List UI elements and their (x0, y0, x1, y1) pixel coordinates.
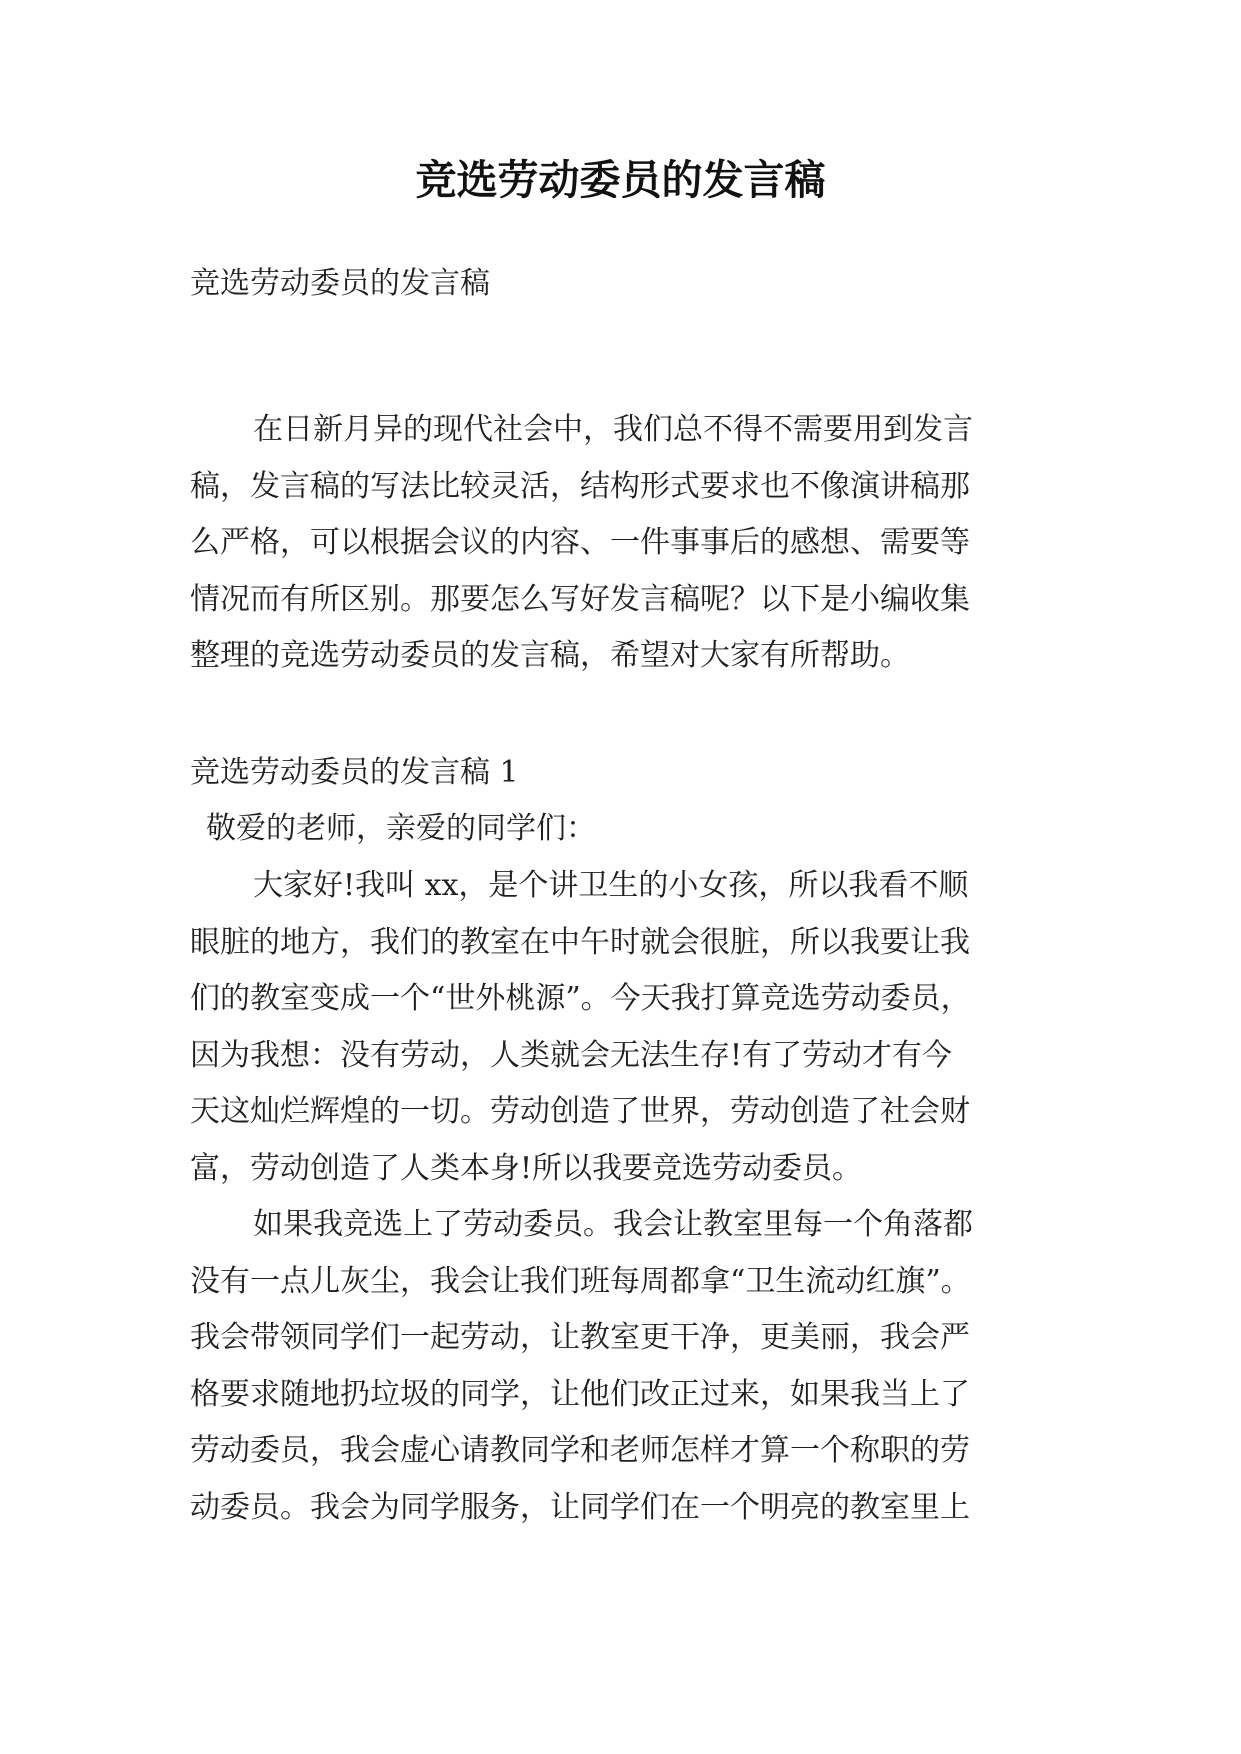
intro-paragraph (190, 402, 1050, 685)
subtitle-line: 竞选劳动委员的发言稿 (190, 266, 490, 301)
paragraph-line: 大家好!我叫 xx，是个讲卫生的小女孩，所以我看不顺 (253, 868, 969, 903)
document-subtitle (190, 256, 1050, 313)
document-title: 竞选劳动委员的发言稿 (415, 156, 826, 204)
intro-line: 整理的竞选劳动委员的发言稿，希望对大家有所帮助。 (190, 638, 910, 673)
salutation-text: 敬爱的老师，亲爱的同学们： (206, 811, 596, 846)
paragraph-line: 因为我想：没有劳动，人类就会无法生存!有了劳动才有今 (190, 1037, 953, 1073)
salutation (190, 801, 1050, 858)
intro-line: 么严格，可以根据会议的内容、一件事事后的感想、需要等 (190, 525, 970, 560)
paragraph-line: 劳动委员，我会虚心请教同学和老师怎样才算一个称职的劳 (190, 1433, 970, 1468)
paragraph-line: 如果我竞选上了劳动委员。我会让教室里每一个角落都 (253, 1207, 973, 1242)
paragraph-line: 没有一点儿灰尘，我会让我们班每周都拿“卫生流动红旗”。 (190, 1263, 971, 1299)
intro-line: 稿，发言稿的写法比较灵活，结构形式要求也不像演讲稿那 (190, 468, 970, 504)
paragraph-line: 动委员。我会为同学服务，让同学们在一个明亮的教室里上 (190, 1489, 970, 1525)
paragraph-1 (190, 858, 1050, 1197)
paragraph-line: 天这灿烂辉煌的一切。劳动创造了世界，劳动创造了社会财 (190, 1094, 970, 1129)
intro-line: 情况而有所区别。那要怎么写好发言稿呢？以下是小编收集 (190, 581, 970, 617)
section-heading (190, 745, 1050, 802)
paragraph-line: 我会带领同学们一起劳动，让教室更干净，更美丽，我会严 (190, 1320, 970, 1355)
paragraph-2 (190, 1197, 1050, 1536)
paragraph-line: 富，劳动创造了人类本身!所以我要竞选劳动委员。 (190, 1150, 863, 1186)
paragraph-line: 格要求随地扔垃圾的同学，让他们改正过来，如果我当上了 (190, 1376, 970, 1412)
paragraph-line: 们的教室变成一个“世外桃源”。今天我打算竞选劳动委员， (190, 981, 971, 1016)
intro-line: 在日新月异的现代社会中，我们总不得不需要用到发言 (253, 412, 973, 447)
paragraph-line: 眼脏的地方，我们的教室在中午时就会很脏，所以我要让我 (190, 924, 970, 960)
section-heading-text: 竞选劳动委员的发言稿 1 (190, 755, 519, 790)
